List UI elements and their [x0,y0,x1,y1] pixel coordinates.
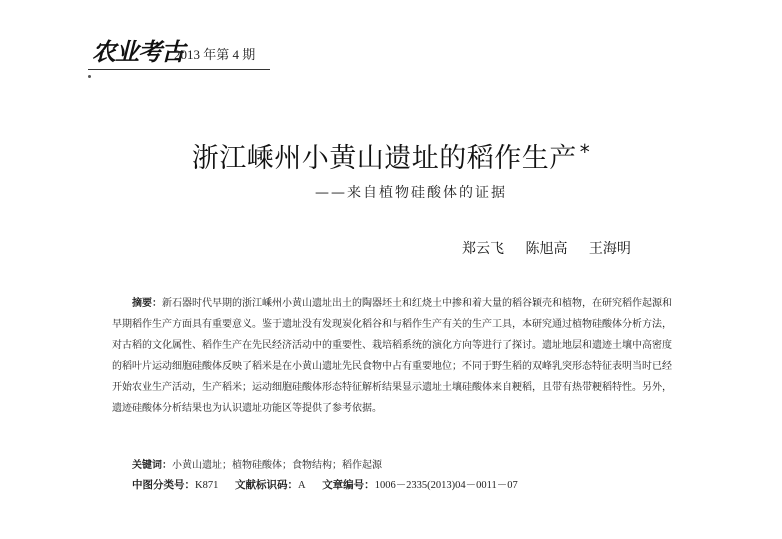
doc-code-label: 文献标识码： [234,479,298,491]
clc-label: 中图分类号： [132,479,195,491]
author-name: 郑云飞 [462,241,504,257]
abstract-text: 新石器时代早期的浙江嵊州小黄山遗址出土的陶器坯土和红烧土中掺和着大量的稻谷颖壳和植物，在研究稻作起源和早期稻作生产方面具有重要意义。鉴于遗址没有发现炭化稻谷和与稻作生产有关的生产工具，本研究通过植物硅酸体分析方法，对古稻的文化属性、稻作生产在先民经济活动中的重要性、栽培稻系统的演化方向等进行了探讨。遗址地层和遗迹土壤中高密度的稻叶片运动细胞硅酸体反映了稻米是在小黄山遗址先民食物中占有重要地位；不同于野生稻的双峰乳突形态特征表明当时已经开始农业生产活动，生产稻米；运动细胞硅酸体形态特征解析结果显示遗址土壤硅酸体来自粳稻，且带有热带粳稻特性。另外，遗迹硅酸体分析结果也为认识遗址功能区等提供了参考依据。 [112,298,672,414]
author-list [462,238,648,258]
author-name: 陈旭高 [525,241,568,257]
abstract-label: 摘要： [132,298,162,309]
title-footnote-mark[interactable]: * [579,140,591,164]
doc-code-value: A [297,480,306,491]
article-title [0,136,782,175]
header-dot [88,75,91,78]
header-rule [88,69,270,70]
abstract-block [112,293,672,419]
keywords-label: 关键词： [132,460,172,471]
article-subtitle: ——来自植物硅酸体的证据 [315,185,507,201]
keywords-text: 小黄山遗址；植物硅酸体；食物结构；稻作起源 [172,460,382,471]
author-name: 王海明 [588,241,631,257]
article-no-label: 文章编号： [322,479,375,491]
clc-value: K871 [195,480,219,491]
keywords-block [132,456,672,471]
article-title-text: 浙江嵊州小黄山遗址的稻作生产 [191,143,577,174]
issue-label: 2013 年第 4 期 [174,47,256,62]
classification-meta [132,477,692,492]
journal-logo: 农业考古 [92,37,184,66]
article-no-value: 1006－2335(2013)04－0011－07 [374,480,518,491]
